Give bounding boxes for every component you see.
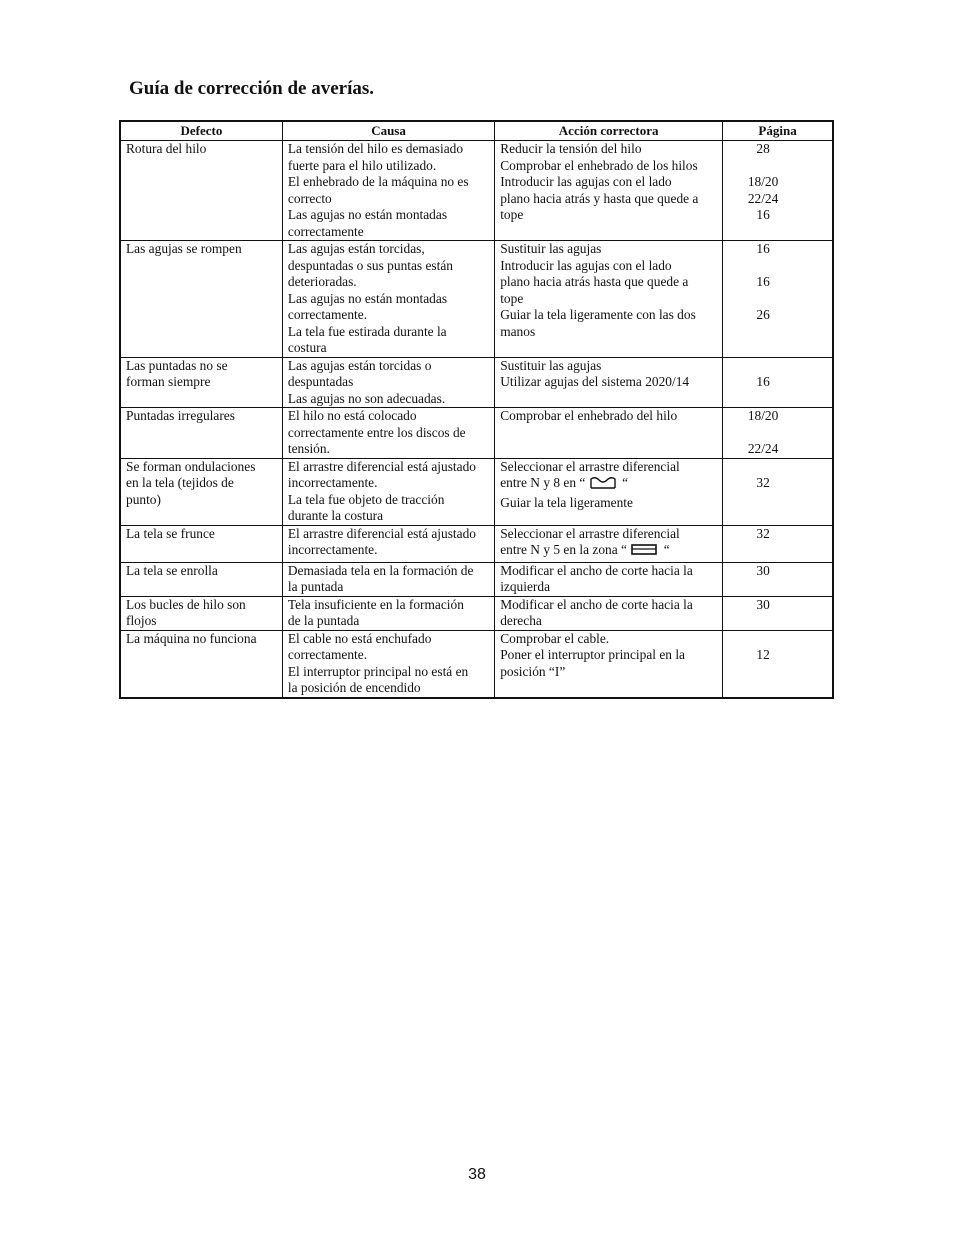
- page-ref: [728, 258, 828, 275]
- action-cell-line: [500, 307, 718, 324]
- defect-cell-line: La tela se enrolla: [126, 562, 218, 578]
- action-text: Sustituir las agujas: [500, 241, 602, 256]
- action-cell-line: [500, 631, 718, 648]
- cause-cell: [282, 562, 494, 596]
- action-text: Comprobar el enhebrado de los hilos: [500, 157, 698, 173]
- table-row: [120, 408, 833, 459]
- cause-cell-line: Demasiada tela en la formación de: [287, 562, 474, 578]
- action-text: tope: [500, 290, 524, 306]
- action-cell: [495, 596, 723, 630]
- header-defect: Defecto: [120, 121, 282, 141]
- table-header-row: [120, 121, 833, 141]
- defect-cell-line: forman siempre: [126, 374, 211, 389]
- page-cell: [723, 525, 833, 562]
- table-row: [120, 630, 833, 698]
- page-ref: [728, 291, 828, 308]
- cause-cell-line: El arrastre diferencial está ajustado: [287, 525, 476, 541]
- action-text: derecha: [500, 613, 542, 628]
- defect-cell: [120, 596, 282, 630]
- cause-cell-line: incorrectamente.: [287, 542, 378, 557]
- defect-cell-line: Las agujas se rompen: [126, 241, 242, 256]
- table-row: [120, 241, 833, 358]
- table-row: [120, 141, 833, 241]
- action-cell-line: [500, 274, 718, 291]
- page-ref: [728, 425, 828, 442]
- defect-cell-line: La tela se frunce: [126, 525, 215, 541]
- table-row: [120, 596, 833, 630]
- cause-cell-line: la puntada: [287, 579, 344, 594]
- cause-cell-line: El hilo no está colocado: [287, 408, 417, 423]
- page-ref: [728, 358, 828, 375]
- cause-cell-line: Las agujas no están montadas: [287, 207, 448, 222]
- cause-cell-line: El cable no está enchufado: [287, 630, 432, 646]
- action-cell-line: [500, 374, 718, 391]
- defect-cell-line: Se forman ondulaciones: [126, 458, 256, 474]
- action-text: plano hacia atrás hasta que quede a: [500, 274, 689, 289]
- action-cell-line: [500, 542, 718, 562]
- cause-cell-line: tensión.: [287, 441, 330, 456]
- cause-cell: [282, 630, 494, 698]
- cause-cell-line: El interruptor principal no está en: [287, 663, 469, 679]
- header-cause: Causa: [282, 121, 494, 141]
- defect-cell-line: punto): [126, 491, 161, 507]
- action-text: entre N y 8 en “: [500, 475, 586, 490]
- cause-cell-line: correctamente: [287, 223, 364, 239]
- action-text: izquierda: [500, 579, 551, 594]
- table-row: [120, 357, 833, 408]
- action-cell: [495, 630, 723, 698]
- troubleshooting-table: [119, 120, 834, 699]
- header-action: Acción correctora: [495, 121, 723, 141]
- page-ref: 32: [756, 475, 770, 490]
- page-ref: 18/20: [747, 408, 779, 423]
- cause-cell-line: Las agujas no están montadas: [287, 290, 448, 306]
- action-cell-line: [500, 597, 718, 614]
- action-cell-line: [500, 459, 718, 476]
- defect-cell: [120, 630, 282, 698]
- cause-cell-line: la posición de encendido: [287, 680, 421, 695]
- cause-cell-line: durante la costura: [287, 508, 384, 523]
- action-text: Sustituir las agujas: [500, 357, 602, 373]
- action-cell-line: [500, 158, 718, 175]
- action-text: Introducir las agujas con el lado: [500, 174, 672, 189]
- defect-cell-line: Las puntadas no se: [126, 357, 228, 373]
- cause-cell-line: correctamente.: [287, 647, 368, 662]
- cause-cell-line: Tela insuficiente en la formación: [287, 596, 464, 612]
- page-ref: [728, 459, 828, 476]
- cause-cell-line: El arrastre diferencial está ajustado: [287, 458, 476, 474]
- page-ref: 26: [756, 307, 770, 322]
- action-text: tope: [500, 207, 524, 222]
- defect-cell: [120, 525, 282, 562]
- page-ref: 16: [756, 274, 770, 289]
- cause-cell: [282, 241, 494, 358]
- page-ref: 30: [756, 562, 770, 578]
- action-cell: [495, 562, 723, 596]
- action-text: Comprobar el enhebrado del hilo: [500, 408, 678, 423]
- page-ref: 28: [756, 141, 770, 156]
- action-cell-line: [500, 241, 718, 258]
- page-ref: 30: [756, 596, 770, 612]
- page-ref: 22/24: [747, 190, 779, 206]
- action-cell-line: [500, 475, 718, 495]
- page-ref: 22/24: [747, 441, 779, 456]
- defect-cell-line: Rotura del hilo: [126, 141, 207, 156]
- action-text: Comprobar el cable.: [500, 630, 610, 646]
- page-cell: [723, 357, 833, 408]
- page-cell: [723, 596, 833, 630]
- cause-cell-line: despuntadas o sus puntas están: [287, 257, 454, 273]
- action-text: Introducir las agujas con el lado: [500, 257, 672, 273]
- action-cell-line: [500, 408, 718, 425]
- cause-cell-line: costura: [287, 340, 327, 355]
- cause-cell: [282, 141, 494, 241]
- action-text: Guiar la tela ligeramente: [500, 494, 633, 510]
- defect-cell: [120, 458, 282, 525]
- action-text: Seleccionar el arrastre diferencial: [500, 458, 680, 474]
- action-text: Seleccionar el arrastre diferencial: [500, 525, 680, 541]
- action-cell-line: [500, 495, 718, 512]
- action-text: Modificar el ancho de corte hacia la: [500, 562, 693, 578]
- action-cell-line: [500, 613, 718, 630]
- action-quote: “: [663, 542, 670, 557]
- cause-cell-line: Las agujas están torcidas o: [287, 357, 432, 373]
- defect-cell-line: en la tela (tejidos de: [126, 475, 234, 490]
- cause-cell-line: de la puntada: [287, 613, 360, 628]
- page-cell: [723, 562, 833, 596]
- action-cell-line: [500, 174, 718, 191]
- cause-cell-line: Las agujas están torcidas,: [287, 241, 425, 256]
- cause-cell-line: correcto: [287, 190, 332, 206]
- page-title: Guía de corrección de averías.: [129, 78, 375, 99]
- cause-cell: [282, 458, 494, 525]
- action-cell-line: [500, 191, 718, 208]
- flat-stitch-icon: [630, 542, 660, 562]
- defect-cell: [120, 141, 282, 241]
- cause-cell-line: La tela fue objeto de tracción: [287, 491, 445, 507]
- action-cell-line: [500, 579, 718, 596]
- action-cell-line: [500, 258, 718, 275]
- cause-cell: [282, 596, 494, 630]
- cause-cell-line: fuerte para el hilo utilizado.: [287, 157, 437, 173]
- cause-cell-line: Las agujas no son adecuadas.: [287, 390, 446, 406]
- action-cell-line: [500, 207, 718, 224]
- action-text: plano hacia atrás y hasta que quede a: [500, 190, 699, 206]
- action-cell-line: [500, 664, 718, 681]
- page-cell: [723, 141, 833, 241]
- action-text: Guiar la tela ligeramente con las dos: [500, 307, 696, 322]
- wave-stitch-icon: [589, 475, 619, 495]
- defect-cell: [120, 357, 282, 408]
- action-text: Modificar el ancho de corte hacia la: [500, 596, 693, 612]
- defect-cell: [120, 408, 282, 459]
- cause-cell-line: La tela fue estirada durante la: [287, 323, 447, 339]
- action-text: manos: [500, 323, 536, 339]
- action-cell: [495, 408, 723, 459]
- table-row: [120, 458, 833, 525]
- header-page: Página: [723, 121, 833, 141]
- page-cell: [723, 458, 833, 525]
- action-cell-line: [500, 358, 718, 375]
- cause-cell: [282, 408, 494, 459]
- page-ref: [728, 631, 828, 648]
- action-cell: [495, 525, 723, 562]
- cause-cell-line: despuntadas: [287, 374, 354, 389]
- defect-cell-line: Puntadas irregulares: [126, 408, 235, 423]
- cause-cell-line: correctamente entre los discos de: [287, 424, 466, 440]
- page-ref: 16: [756, 241, 770, 256]
- page-ref: 16: [756, 207, 770, 222]
- action-cell-line: [500, 291, 718, 308]
- defect-cell: [120, 562, 282, 596]
- page-ref: 12: [756, 647, 770, 662]
- action-cell: [495, 357, 723, 408]
- page-number: 38: [468, 1166, 486, 1183]
- cause-cell-line: deterioradas.: [287, 274, 357, 289]
- cause-cell-line: incorrectamente.: [287, 475, 378, 490]
- action-quote: “: [622, 475, 629, 490]
- action-text: entre N y 5 en la zona “: [500, 542, 627, 557]
- page-cell: [723, 408, 833, 459]
- action-cell: [495, 141, 723, 241]
- action-cell-line: [500, 324, 718, 341]
- page-ref: 32: [756, 525, 770, 541]
- action-text: posición “I”: [500, 663, 566, 679]
- cause-cell-line: El enhebrado de la máquina no es: [287, 174, 469, 189]
- page-ref: [728, 158, 828, 175]
- cause-cell-line: La tensión del hilo es demasiado: [287, 141, 464, 156]
- defect-cell-line: Los bucles de hilo son: [126, 596, 246, 612]
- action-cell-line: [500, 526, 718, 543]
- defect-cell: [120, 241, 282, 358]
- defect-cell-line: La máquina no funciona: [126, 630, 257, 646]
- cause-cell: [282, 357, 494, 408]
- table-row: [120, 562, 833, 596]
- action-text: Poner el interruptor principal en la: [500, 647, 686, 662]
- table-body: [120, 141, 833, 698]
- action-cell-line: [500, 141, 718, 158]
- action-text: Reducir la tensión del hilo: [500, 141, 642, 156]
- action-cell-line: [500, 647, 718, 664]
- table-row: [120, 525, 833, 562]
- page-cell: [723, 630, 833, 698]
- page-cell: [723, 241, 833, 358]
- action-text: Utilizar agujas del sistema 2020/14: [500, 374, 690, 389]
- action-cell-line: [500, 563, 718, 580]
- page-ref: 18/20: [747, 174, 779, 189]
- page-ref: 16: [756, 374, 770, 389]
- action-cell: [495, 458, 723, 525]
- cause-cell-line: correctamente.: [287, 307, 368, 322]
- cause-cell: [282, 525, 494, 562]
- action-cell: [495, 241, 723, 358]
- defect-cell-line: flojos: [126, 613, 157, 628]
